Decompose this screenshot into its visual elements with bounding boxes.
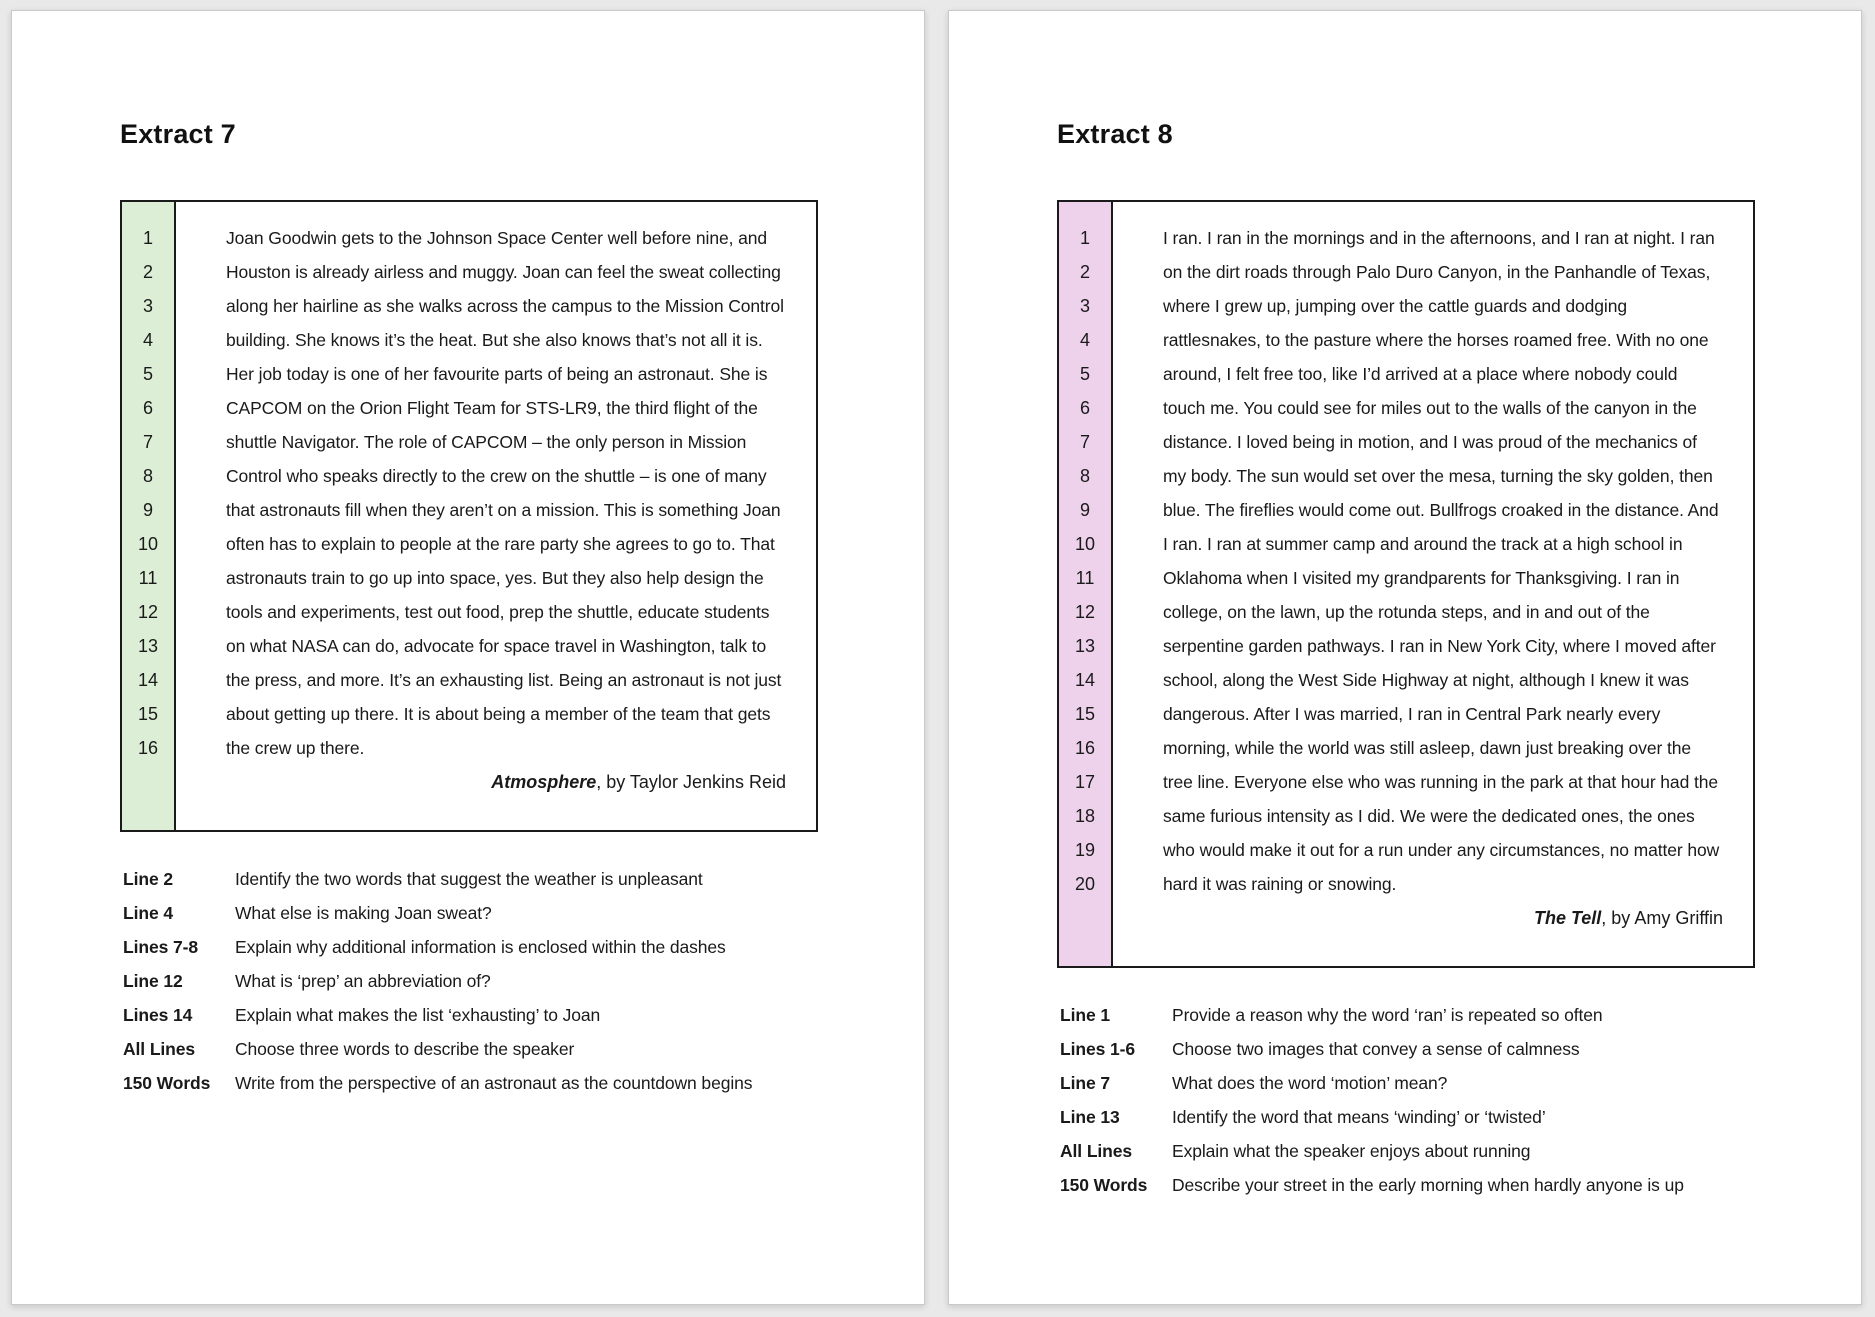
line-number: 12 xyxy=(1074,601,1096,622)
extract-line: the press, and more. It’s an exhausting list. Being an astronaut is not just xyxy=(226,669,782,690)
extract-box xyxy=(1057,200,1755,968)
question-text: Provide a reason why the word ‘ran’ is repeated so often xyxy=(1172,1004,1603,1025)
question-text: Describe your street in the early morning when hardly anyone is up xyxy=(1172,1174,1684,1195)
extract-line: morning, while the world was still asleep, dawn just breaking over the xyxy=(1163,737,1691,758)
question-text: Explain what makes the list ‘exhausting’ to Joan xyxy=(235,1004,601,1025)
line-number: 10 xyxy=(1074,533,1096,554)
question-label: All Lines xyxy=(1060,1140,1133,1161)
question-label: Line 2 xyxy=(123,868,173,889)
question-label: Lines 1-6 xyxy=(1060,1038,1135,1059)
question-label: Lines 14 xyxy=(123,1004,193,1025)
extract-line: tools and experiments, test out food, prep the shuttle, educate students xyxy=(226,601,770,622)
line-number: 11 xyxy=(138,567,158,588)
question-label: 150 Words xyxy=(1060,1174,1148,1195)
question-row xyxy=(1060,1066,1861,1100)
extract-line: tree line. Everyone else who was running in the park at that hour had the xyxy=(1163,771,1718,792)
question-label: Lines 7-8 xyxy=(123,936,198,957)
extract-line: on what NASA can do, advocate for space travel in Washington, talk to xyxy=(226,635,767,656)
question-row xyxy=(123,964,924,998)
line-number: 13 xyxy=(137,635,159,656)
line-number-gutter xyxy=(122,202,176,830)
extract-line: around, I felt free too, like I’d arrived at a place where nobody could xyxy=(1163,363,1678,384)
question-label: Line 4 xyxy=(123,902,173,923)
line-number: 19 xyxy=(1074,839,1096,860)
line-number: 7 xyxy=(1079,431,1090,452)
extract-line: my body. The sun would set over the mesa, turning the sky golden, then xyxy=(1163,465,1713,486)
line-number: 6 xyxy=(1079,397,1090,418)
question-label: Line 12 xyxy=(123,970,183,991)
extract-text-column xyxy=(176,202,816,830)
extract-box xyxy=(120,200,818,832)
extract-line: on the dirt roads through Palo Duro Canyon, in the Panhandle of Texas, xyxy=(1163,261,1711,282)
line-number: 15 xyxy=(1074,703,1096,724)
line-number: 4 xyxy=(1079,329,1090,350)
line-number: 14 xyxy=(137,669,159,690)
extract-line: often has to explain to people at the rare party she agrees to go to. That xyxy=(226,533,775,554)
question-label: All Lines xyxy=(123,1038,196,1059)
extract-line: where I grew up, jumping over the cattle guards and dodging xyxy=(1163,295,1627,316)
extract-line: touch me. You could see for miles out to the walls of the canyon in the xyxy=(1163,397,1697,418)
extract-line: Houston is already airless and muggy. Joan can feel the sweat collecting xyxy=(226,261,781,282)
line-number: 15 xyxy=(137,703,159,724)
line-number: 7 xyxy=(142,431,153,452)
line-number: 3 xyxy=(142,295,153,316)
line-number: 9 xyxy=(142,499,153,520)
line-number: 11 xyxy=(1075,567,1095,588)
extract-line: Control who speaks directly to the crew on the shuttle – is one of many xyxy=(226,465,767,486)
question-text: Identify the two words that suggest the weather is unpleasant xyxy=(235,868,703,889)
attribution-author: , by Taylor Jenkins Reid xyxy=(596,771,786,792)
line-number: 6 xyxy=(142,397,153,418)
questions-list xyxy=(123,862,924,1100)
line-number: 17 xyxy=(1074,771,1096,792)
question-row xyxy=(1060,1168,1861,1202)
attribution xyxy=(226,765,792,799)
extract-text-column xyxy=(1113,202,1753,966)
question-row xyxy=(123,998,924,1032)
line-number: 16 xyxy=(137,737,159,758)
extract-line: that astronauts fill when they aren’t on a mission. This is something Joan xyxy=(226,499,781,520)
line-number: 1 xyxy=(1079,227,1090,248)
question-row xyxy=(1060,1032,1861,1066)
extract-line: the crew up there. xyxy=(226,737,365,758)
page-extract-8 xyxy=(948,10,1862,1305)
extract-line: rattlesnakes, to the pasture where the horses roamed free. With no one xyxy=(1163,329,1709,350)
line-number: 4 xyxy=(142,329,153,350)
question-row xyxy=(123,896,924,930)
attribution xyxy=(1163,901,1729,935)
extract-line: Joan Goodwin gets to the Johnson Space Center well before nine, and xyxy=(226,227,768,248)
extract-line: school, along the West Side Highway at night, although I knew it was xyxy=(1163,669,1689,690)
extract-line: I ran. I ran at summer camp and around the track at a high school in xyxy=(1163,533,1683,554)
question-row xyxy=(123,862,924,896)
extract-line: CAPCOM on the Orion Flight Team for STS-LR9, the third flight of the xyxy=(226,397,758,418)
question-row xyxy=(1060,1134,1861,1168)
extract-line: shuttle Navigator. The role of CAPCOM – the only person in Mission xyxy=(226,431,747,452)
question-row xyxy=(123,1032,924,1066)
extract-line: college, on the lawn, up the rotunda steps, and in and out of the xyxy=(1163,601,1650,622)
line-number: 2 xyxy=(1079,261,1090,282)
question-text: What is ‘prep’ an abbreviation of? xyxy=(235,970,491,991)
line-number: 13 xyxy=(1074,635,1096,656)
extract-line: about getting up there. It is about being a member of the team that gets xyxy=(226,703,771,724)
question-label: 150 Words xyxy=(123,1072,211,1093)
extract-line: blue. The fireflies would come out. Bullfrogs croaked in the distance. And xyxy=(1163,499,1719,520)
line-number: 3 xyxy=(1079,295,1090,316)
attribution-author: , by Amy Griffin xyxy=(1601,907,1723,928)
line-number: 16 xyxy=(1074,737,1096,758)
extract-line: along her hairline as she walks across the campus to the Mission Control xyxy=(226,295,784,316)
page-title: Extract 7 xyxy=(120,119,236,149)
line-number: 2 xyxy=(142,261,153,282)
question-text: Choose three words to describe the speaker xyxy=(235,1038,575,1059)
question-text: Choose two images that convey a sense of calmness xyxy=(1172,1038,1580,1059)
line-number: 14 xyxy=(1074,669,1096,690)
question-text: What else is making Joan sweat? xyxy=(235,902,492,923)
line-number: 5 xyxy=(142,363,153,384)
extract-line: Her job today is one of her favourite parts of being an astronaut. She is xyxy=(226,363,768,384)
extract-line: hard it was raining or snowing. xyxy=(1163,873,1397,894)
extract-line: astronauts train to go up into space, yes. But they also help design the xyxy=(226,567,764,588)
extract-line: Oklahoma when I visited my grandparents for Thanksgiving. I ran in xyxy=(1163,567,1680,588)
extract-line: building. She knows it’s the heat. But she also knows that’s not all it is. xyxy=(226,329,763,350)
line-number: 12 xyxy=(137,601,159,622)
extract-line: I ran. I ran in the mornings and in the afternoons, and I ran at night. I ran xyxy=(1163,227,1715,248)
question-label: Line 1 xyxy=(1060,1004,1110,1025)
line-number: 5 xyxy=(1079,363,1090,384)
question-text: Explain what the speaker enjoys about running xyxy=(1172,1140,1531,1161)
line-number: 20 xyxy=(1074,873,1096,894)
extract-line: who would make it out for a run under any circumstances, no matter how xyxy=(1163,839,1720,860)
line-number-gutter xyxy=(1059,202,1113,966)
question-row xyxy=(123,930,924,964)
attribution-title: Atmosphere xyxy=(491,771,597,792)
extract-line: dangerous. After I was married, I ran in Central Park nearly every xyxy=(1163,703,1661,724)
question-text: Write from the perspective of an astronaut as the countdown begins xyxy=(235,1072,753,1093)
line-number: 8 xyxy=(1079,465,1090,486)
attribution-title: The Tell xyxy=(1533,907,1602,928)
line-number: 18 xyxy=(1074,805,1096,826)
question-text: What does the word ‘motion’ mean? xyxy=(1172,1072,1448,1093)
document-canvas xyxy=(11,10,1862,1305)
question-row xyxy=(1060,1100,1861,1134)
line-number: 8 xyxy=(142,465,153,486)
extract-line: serpentine garden pathways. I ran in New York City, where I moved after xyxy=(1163,635,1716,656)
page-extract-7 xyxy=(11,10,925,1305)
line-number: 9 xyxy=(1079,499,1090,520)
question-label: Line 13 xyxy=(1060,1106,1120,1127)
questions-list xyxy=(1060,998,1861,1202)
question-text: Identify the word that means ‘winding’ or ‘twisted’ xyxy=(1172,1106,1546,1127)
question-row xyxy=(1060,998,1861,1032)
question-row xyxy=(123,1066,924,1100)
extract-line: distance. I loved being in motion, and I was proud of the mechanics of xyxy=(1163,431,1697,452)
question-text: Explain why additional information is enclosed within the dashes xyxy=(235,936,726,957)
extract-line: same furious intensity as I did. We were the dedicated ones, the ones xyxy=(1163,805,1695,826)
question-label: Line 7 xyxy=(1060,1072,1110,1093)
line-number: 1 xyxy=(142,227,153,248)
line-number: 10 xyxy=(137,533,159,554)
page-title: Extract 8 xyxy=(1057,119,1173,149)
